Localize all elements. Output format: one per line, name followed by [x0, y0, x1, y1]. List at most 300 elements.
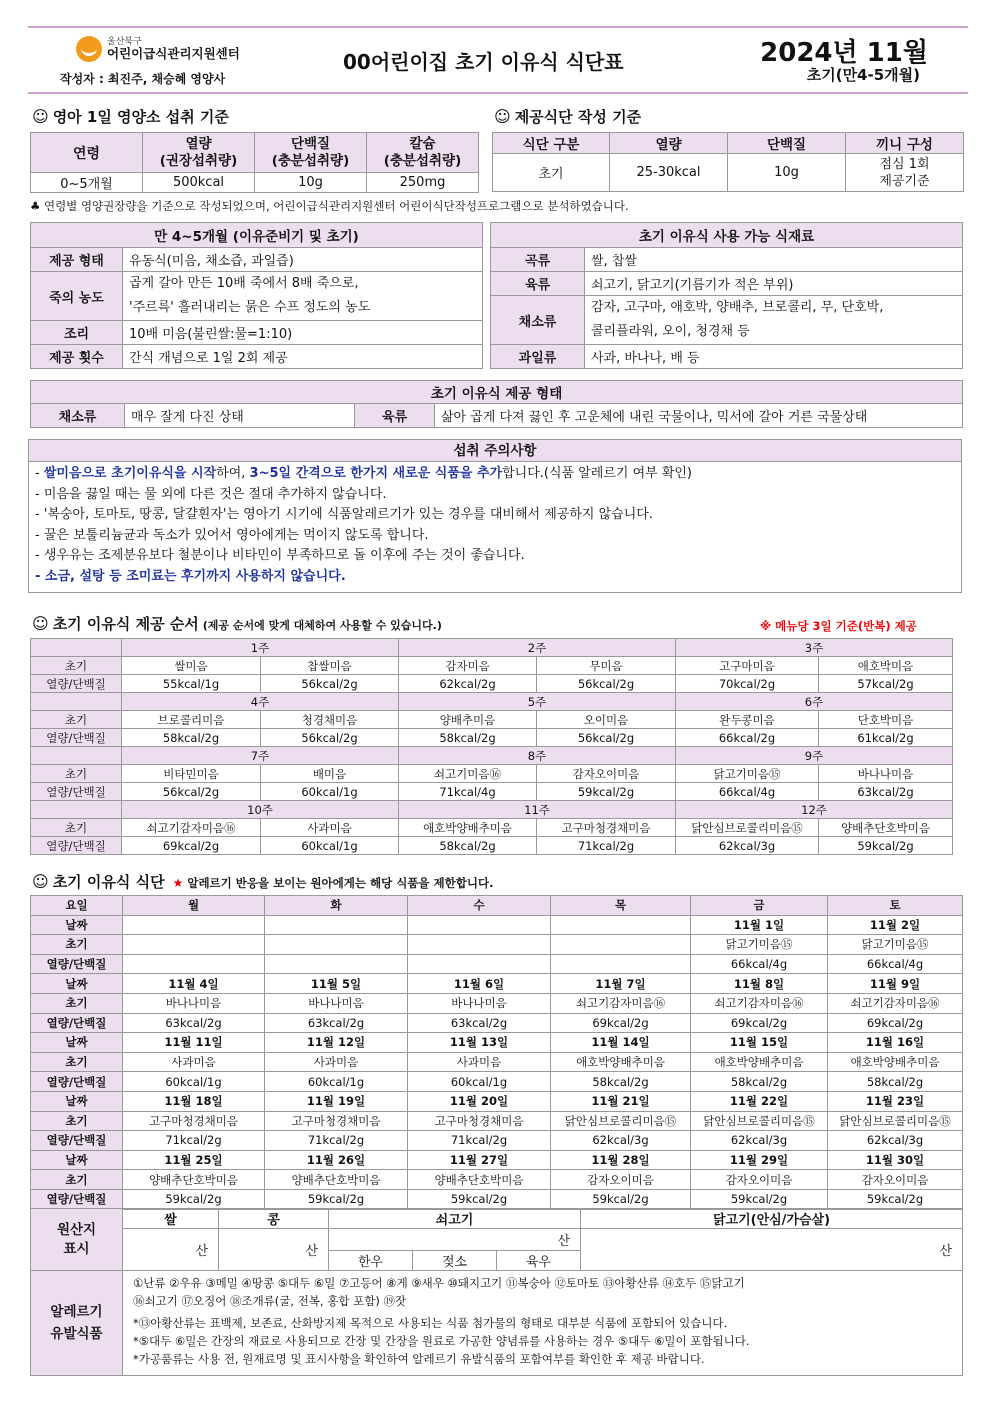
provided-table [492, 132, 964, 192]
repeat-note: ※ 메뉴당 3일 기준(반복) 제공 [760, 619, 917, 633]
kcal-value: 55kcal/1g [122, 675, 261, 693]
date-cell [265, 915, 408, 935]
week-label: 10주 [122, 801, 399, 819]
row-label: 열량/단백질 [31, 729, 122, 747]
menu-item: 사과미음 [123, 1052, 265, 1072]
menu-item: 감자오이미음 [551, 1170, 691, 1190]
kcal-value [265, 954, 408, 974]
kcal-value-row [31, 1131, 963, 1151]
kcal-value: 56kcal/2g [261, 729, 399, 747]
form-table [30, 380, 963, 428]
provided-section-title: ☺ 제공식단 작성 기준 [494, 107, 642, 126]
kcal-value: 59kcal/2g [828, 1189, 963, 1209]
menu-item: 쌀미음 [122, 657, 261, 675]
kcal-value: 500kcal [143, 173, 255, 193]
logo-sub: 울산북구 [107, 36, 142, 47]
stage-value: 곱게 갈아 만든 10배 죽에서 8배 죽으로, '주르륵' 흘러내리는 묽은 수프 정도의 농도 [123, 272, 483, 321]
menu-item-row [31, 935, 963, 955]
allergy-line: ①난류 ②우유 ③메밀 ④땅콩 ⑤대두 ⑥밀 ⑦고등어 ⑧게 ⑨새우 ⑩돼지고기 ⑪복숭아 ⑫토마토 ⑬아황산류 ⑭호두 ⑮닭고기 [133, 1276, 745, 1290]
form-key: 채소류 [31, 404, 125, 428]
smile-logo-icon [76, 36, 102, 62]
menu-item: 무미음 [537, 657, 676, 675]
ingredient-value: 감자, 고구마, 애호박, 양배추, 브로콜리, 무, 단호박, 콜리플라워, 오이, 청경채 등 [585, 296, 963, 345]
origin-beef-value: 산 [329, 1229, 581, 1251]
menu-item: 브로콜리미음 [122, 711, 261, 729]
day-header: 월 [123, 896, 265, 916]
order-section-title: ☺ 초기 이유식 제공 순서 (제공 순서에 맞게 대체하여 사용할 수 있습니다.) [32, 614, 442, 633]
day-header: 목 [551, 896, 691, 916]
kcal-value: 71kcal/2g [537, 837, 676, 855]
allergy-label: 알레르기 유발식품 [31, 1271, 123, 1376]
row-label: 열량/단백질 [31, 783, 122, 801]
menu-row [31, 819, 953, 837]
kcal-value: 58kcal/2g [551, 1072, 691, 1092]
allergy-list [123, 1271, 963, 1376]
menu-item: 사과미음 [261, 819, 399, 837]
menu-item: 오이미음 [537, 711, 676, 729]
origin-beef: 쇠고기 [329, 1209, 581, 1229]
date-title: 2024년 11월 [760, 38, 928, 68]
menu-item: 바나나미음 [265, 993, 408, 1013]
allergy-line: *가공품류는 사용 전, 원재료명 및 표시사항을 확인하여 알레르기 유발식품의 포함여부를 확인한 후 제공 바랍니다. [133, 1352, 705, 1366]
day-header: 요일 [31, 896, 123, 916]
menu-item: 애호박미음 [819, 657, 953, 675]
menu-item-row [31, 1170, 963, 1190]
row-label: 초기 [31, 1170, 123, 1190]
menu-item: 감자오이미음 [828, 1170, 963, 1190]
menu-item: 비타민미음 [122, 765, 261, 783]
header-type: 식단 구분 [493, 133, 610, 154]
date-cell [551, 915, 691, 935]
menu-item: 닭고기미음⑮ [676, 765, 819, 783]
allergy-line: *⑤대두 ⑥밀은 간장의 재료로 사용되므로 간장 및 간장을 원료로 가공한 양념류를 사용하는 경우 ⑤대두 ⑥밀이 포함됩니다. [133, 1334, 750, 1348]
menu-item: 양배추단호박미음 [408, 1170, 551, 1190]
center-logo [76, 36, 240, 62]
kcal-value: 59kcal/2g [551, 1189, 691, 1209]
header-kcal: 열량 [610, 133, 728, 154]
header-kcal: 열량 (권장섭취량) [143, 133, 255, 173]
menu-item: 닭안심브로콜리미음⑮ [551, 1111, 691, 1131]
date-cell: 11월 4일 [123, 974, 265, 994]
smile-icon: ☺ [32, 872, 49, 891]
row-label: 초기 [31, 819, 122, 837]
menu-item: 단호박미음 [819, 711, 953, 729]
menu-table [30, 895, 963, 1210]
date-cell: 11월 25일 [123, 1150, 265, 1170]
kcal-value: 56kcal/2g [537, 675, 676, 693]
menu-item: 닭안심브로콜리미음⑮ [676, 819, 819, 837]
date-cell: 11월 14일 [551, 1033, 691, 1053]
kcal-value: 62kcal/3g [551, 1131, 691, 1151]
kcal-value: 71kcal/4g [399, 783, 537, 801]
day-header-row [31, 896, 963, 916]
form-value: 삶아 곱게 다져 끓인 후 고운체에 내린 국물이나, 믹서에 갈아 거른 국물상태 [435, 404, 963, 428]
kcal-value: 60kcal/1g [261, 783, 399, 801]
menu-item: 양배추단호박미음 [123, 1170, 265, 1190]
caution-line: - 꿀은 보툴리늄균과 독소가 있어서 영아에게는 먹이지 않도록 합니다. [35, 527, 429, 543]
kcal-value: 59kcal/2g [819, 837, 953, 855]
kcal-value: 56kcal/2g [537, 729, 676, 747]
header-calcium: 칼슘 (충분섭취량) [367, 133, 479, 173]
date-cell: 11월 12일 [265, 1033, 408, 1053]
week-label: 12주 [676, 801, 953, 819]
kcal-value: 57kcal/2g [819, 675, 953, 693]
week-row [31, 801, 953, 819]
kcal-value: 69kcal/2g [122, 837, 261, 855]
week-label: 2주 [399, 639, 676, 657]
kcal-value-row [31, 1013, 963, 1033]
stage-value: 유동식(미음, 채소즙, 과일즙) [123, 248, 483, 272]
kcal-value: 66kcal/4g [691, 954, 828, 974]
form-title: 초기 이유식 제공 형태 [31, 381, 963, 404]
week-label: 9주 [676, 747, 953, 765]
kcal-value: 60kcal/1g [123, 1072, 265, 1092]
week-label: 7주 [122, 747, 399, 765]
origin-bean: 콩 [219, 1209, 329, 1229]
day-header: 금 [691, 896, 828, 916]
kcal-row [31, 729, 953, 747]
protein-value: 10g [255, 173, 367, 193]
origin-rice-value: 산 [123, 1229, 219, 1271]
ingredients-title: 초기 이유식 사용 가능 식재료 [491, 223, 963, 248]
menu-item [265, 935, 408, 955]
row-label: 날짜 [31, 1150, 123, 1170]
kcal-value-row [31, 1189, 963, 1209]
date-cell: 11월 27일 [408, 1150, 551, 1170]
kcal-value [408, 954, 551, 974]
date-cell: 11월 16일 [828, 1033, 963, 1053]
menu-item: 양배추단호박미음 [819, 819, 953, 837]
origin-chicken: 닭고기(안심/가슴살) [581, 1209, 963, 1229]
week-blank [31, 747, 122, 765]
menu-item: 닭안심브로콜리미음⑮ [828, 1111, 963, 1131]
kcal-row [31, 675, 953, 693]
row-label: 날짜 [31, 915, 123, 935]
kcal-value: 61kcal/2g [819, 729, 953, 747]
menu-item: 감자미음 [399, 657, 537, 675]
row-label: 열량/단백질 [31, 1131, 123, 1151]
header-age: 연령 [31, 133, 143, 173]
ingredients-table [490, 222, 963, 369]
menu-item: 닭안심브로콜리미음⑮ [691, 1111, 828, 1131]
menu-item: 양배추단호박미음 [265, 1170, 408, 1190]
menu-item-row [31, 1111, 963, 1131]
kcal-value: 60kcal/1g [261, 837, 399, 855]
week-blank [31, 693, 122, 711]
date-cell: 11월 30일 [828, 1150, 963, 1170]
menu-item: 쇠고기미음⑯ [399, 765, 537, 783]
week-blank [31, 801, 122, 819]
menu-item: 쇠고기감자미음⑯ [551, 993, 691, 1013]
kcal-value: 62kcal/3g [676, 837, 819, 855]
date-cell: 11월 19일 [265, 1091, 408, 1111]
week-label: 11주 [399, 801, 676, 819]
menu-item: 사과미음 [408, 1052, 551, 1072]
menu-item: 애호박양배추미음 [551, 1052, 691, 1072]
menu-item [123, 935, 265, 955]
date-cell: 11월 21일 [551, 1091, 691, 1111]
menu-section-title: ☺ 초기 이유식 식단 ★ 알레르기 반응을 보이는 원아에게는 해당 식품을 제한합니다. [32, 872, 494, 891]
date-cell: 11월 8일 [691, 974, 828, 994]
age-value: 0~5개월 [31, 173, 143, 193]
ingredient-key: 채소류 [491, 296, 585, 345]
type-value: 초기 [493, 154, 610, 192]
allergy-line: ⑯쇠고기 ⑰오징어 ⑱조개류(굴, 전복, 홍합 포함) ⑲잣 [133, 1294, 407, 1308]
origin-table [30, 1208, 963, 1271]
header-protein: 단백질 (충분섭취량) [255, 133, 367, 173]
meal-value: 점심 1회 제공기준 [846, 154, 964, 192]
date-cell: 11월 29일 [691, 1150, 828, 1170]
order-table [30, 638, 953, 855]
date-cell: 11월 6일 [408, 974, 551, 994]
date-cell: 11월 11일 [123, 1033, 265, 1053]
stage-key: 죽의 농도 [31, 272, 123, 321]
week-label: 8주 [399, 747, 676, 765]
date-cell-row [31, 974, 963, 994]
menu-item: 닭고기미음⑮ [691, 935, 828, 955]
date-cell: 11월 7일 [551, 974, 691, 994]
day-header: 수 [408, 896, 551, 916]
row-label: 날짜 [31, 974, 123, 994]
kcal-value: 63kcal/2g [123, 1013, 265, 1033]
date-cell: 11월 22일 [691, 1091, 828, 1111]
kcal-value: 59kcal/2g [408, 1189, 551, 1209]
header-meal: 끼니 구성 [846, 133, 964, 154]
menu-item: 바나나미음 [819, 765, 953, 783]
stage-value: 간식 개념으로 1일 2회 제공 [123, 345, 483, 369]
date-cell: 11월 20일 [408, 1091, 551, 1111]
kcal-value: 58kcal/2g [828, 1072, 963, 1092]
menu-item [408, 935, 551, 955]
date-cell: 11월 15일 [691, 1033, 828, 1053]
kcal-value: 63kcal/2g [408, 1013, 551, 1033]
kcal-value: 71kcal/2g [408, 1131, 551, 1151]
kcal-value: 58kcal/2g [691, 1072, 828, 1092]
kcal-value: 58kcal/2g [399, 729, 537, 747]
caution-line: - 소금, 설탕 등 조미료는 후기까지 사용하지 않습니다. [35, 568, 346, 584]
nutrition-table [30, 132, 479, 193]
caution-line: - 생우유는 조제분유보다 철분이나 비타민이 부족하므로 돌 이후에 주는 것이 좋습니다. [35, 548, 525, 564]
stage-key: 제공 횟수 [31, 345, 123, 369]
menu-item: 애호박양배추미음 [828, 1052, 963, 1072]
star-icon: ★ [172, 876, 184, 890]
date-cell-row [31, 1033, 963, 1053]
kcal-value: 62kcal/3g [691, 1131, 828, 1151]
row-label: 초기 [31, 1111, 123, 1131]
row-label: 열량/단백질 [31, 1013, 123, 1033]
menu-item-row [31, 1052, 963, 1072]
header-protein: 단백질 [728, 133, 846, 154]
caution-title: 섭취 주의사항 [29, 440, 961, 462]
date-cell: 11월 1일 [691, 915, 828, 935]
menu-item [551, 935, 691, 955]
kcal-value: 63kcal/2g [819, 783, 953, 801]
caution-line: - 쌀미음으로 초기이유식을 시작하여, 3~5일 간격으로 한가지 새로운 식품을 추가합니다.(식품 알레르기 여부 확인) [35, 466, 693, 481]
allergy-table [30, 1270, 963, 1376]
logo-main: 어린이급식관리지원센터 [107, 46, 240, 62]
ingredient-value: 사과, 바나나, 배 등 [585, 345, 963, 369]
origin-cow: 젖소 [413, 1251, 497, 1271]
origin-hanwoo: 한우 [329, 1251, 413, 1271]
date-cell-row [31, 1150, 963, 1170]
date-cell: 11월 2일 [828, 915, 963, 935]
week-label: 6주 [676, 693, 953, 711]
date-cell: 11월 5일 [265, 974, 408, 994]
menu-row [31, 765, 953, 783]
menu-item: 사과미음 [265, 1052, 408, 1072]
kcal-value: 56kcal/2g [261, 675, 399, 693]
kcal-value: 62kcal/2g [399, 675, 537, 693]
kcal-value: 60kcal/1g [265, 1072, 408, 1092]
kcal-value: 59kcal/2g [691, 1189, 828, 1209]
stage-title: 만 4~5개월 (이유준비기 및 초기) [31, 223, 483, 248]
origin-chicken-value: 산 [581, 1229, 963, 1271]
row-label: 초기 [31, 657, 122, 675]
row-label: 열량/단백질 [31, 675, 122, 693]
menu-item: 찹쌀미음 [261, 657, 399, 675]
menu-item: 감자오이미음 [537, 765, 676, 783]
menu-item: 감자오이미음 [691, 1170, 828, 1190]
menu-item: 쇠고기감자미음⑯ [828, 993, 963, 1013]
week-label: 4주 [122, 693, 399, 711]
kcal-value: 71kcal/2g [123, 1131, 265, 1151]
menu-item: 애호박양배추미음 [399, 819, 537, 837]
menu-item: 바나나미음 [123, 993, 265, 1013]
smile-icon: ☺ [32, 614, 49, 633]
menu-item: 고구마청경채미음 [123, 1111, 265, 1131]
menu-row [31, 657, 953, 675]
kcal-value: 59kcal/2g [123, 1189, 265, 1209]
date-cell: 11월 9일 [828, 974, 963, 994]
row-label: 날짜 [31, 1091, 123, 1111]
menu-item: 완두콩미음 [676, 711, 819, 729]
caution-line: - '복숭아, 토마토, 땅콩, 달걀흰자'는 영아기 시기에 식품알레르기가 있는 경우를 대비해서 제공하지 않습니다. [35, 507, 653, 523]
allergy-line: *⑬아황산류는 표백제, 보존료, 산화방지제 목적으로 사용되는 식품 첨가물의 형태로 대부분 식품에 포함되어 있습니다. [133, 1316, 728, 1330]
menu-item: 고구마미음 [676, 657, 819, 675]
menu-item: 배미음 [261, 765, 399, 783]
date-cell: 11월 26일 [265, 1150, 408, 1170]
kcal-value: 59kcal/2g [265, 1189, 408, 1209]
ingredient-key: 육류 [491, 272, 585, 296]
ingredient-value: 쌀, 찹쌀 [585, 248, 963, 272]
kcal-value: 56kcal/2g [122, 783, 261, 801]
date-cell [408, 915, 551, 935]
kcal-value: 60kcal/1g [408, 1072, 551, 1092]
age-subtitle: 초기(만4-5개월) [806, 66, 920, 84]
ingredient-key: 과일류 [491, 345, 585, 369]
week-label: 1주 [122, 639, 399, 657]
menu-item: 고구마청경채미음 [537, 819, 676, 837]
kcal-value: 69kcal/2g [828, 1013, 963, 1033]
date-cell-row [31, 915, 963, 935]
week-row [31, 747, 953, 765]
kcal-value: 63kcal/2g [265, 1013, 408, 1033]
origin-yuk: 육우 [497, 1251, 581, 1271]
smile-icon: ☺ [32, 107, 49, 126]
caution-line: - 미음을 끓일 때는 물 외에 다른 것은 절대 추가하지 않습니다. [35, 486, 387, 502]
menu-item: 고구마청경채미음 [408, 1111, 551, 1131]
menu-item: 쇠고기감자미음⑯ [691, 993, 828, 1013]
origin-bean-value: 산 [219, 1229, 329, 1271]
kcal-value: 69kcal/2g [551, 1013, 691, 1033]
footnote: ♣ 연령별 영양권장량을 기준으로 작성되었으며, 어린이급식관리지원센터 어린이식단작성프로그램으로 분석하였습니다. [30, 199, 629, 213]
week-row [31, 639, 953, 657]
caution-box [28, 439, 962, 593]
week-row [31, 693, 953, 711]
menu-item-row [31, 993, 963, 1013]
menu-item: 양배추미음 [399, 711, 537, 729]
date-cell: 11월 13일 [408, 1033, 551, 1053]
kcal-value: 66kcal/4g [676, 783, 819, 801]
kcal-value: 71kcal/2g [265, 1131, 408, 1151]
row-label: 날짜 [31, 1033, 123, 1053]
kcal-value: 58kcal/2g [399, 837, 537, 855]
stage-table [30, 222, 483, 369]
stage-value: 10배 미음(불린쌀:물=1:10) [123, 321, 483, 345]
stage-key: 제공 형태 [31, 248, 123, 272]
origin-rice: 쌀 [123, 1209, 219, 1229]
calcium-value: 250mg [367, 173, 479, 193]
menu-item: 청경채미음 [261, 711, 399, 729]
page-header [28, 28, 968, 94]
date-cell [123, 915, 265, 935]
week-label: 3주 [676, 639, 953, 657]
kcal-value: 66kcal/2g [676, 729, 819, 747]
day-header: 화 [265, 896, 408, 916]
date-cell-row [31, 1091, 963, 1111]
kcal-value: 59kcal/2g [537, 783, 676, 801]
row-label: 초기 [31, 711, 122, 729]
ingredient-value: 쇠고기, 닭고기(기름기가 적은 부위) [585, 272, 963, 296]
origin-label: 원산지 표시 [31, 1209, 123, 1271]
week-label: 5주 [399, 693, 676, 711]
menu-item: 고구마청경채미음 [265, 1111, 408, 1131]
kcal-row [31, 783, 953, 801]
page-title: 00어린이집 초기 이유식 식단표 [343, 50, 624, 74]
form-key: 육류 [355, 404, 435, 428]
date-cell: 11월 28일 [551, 1150, 691, 1170]
row-label: 열량/단백질 [31, 1189, 123, 1209]
kcal-value: 25-30kcal [610, 154, 728, 192]
row-label: 초기 [31, 935, 123, 955]
row-label: 열량/단백질 [31, 837, 122, 855]
kcal-value [551, 954, 691, 974]
menu-item: 애호박양배추미음 [691, 1052, 828, 1072]
ingredient-key: 곡류 [491, 248, 585, 272]
row-label: 초기 [31, 765, 122, 783]
kcal-value [123, 954, 265, 974]
protein-value: 10g [728, 154, 846, 192]
row-label: 초기 [31, 993, 123, 1013]
nutrition-section-title: ☺ 영아 1일 영양소 섭취 기준 [32, 107, 229, 126]
date-cell: 11월 18일 [123, 1091, 265, 1111]
kcal-value: 58kcal/2g [122, 729, 261, 747]
week-blank [31, 639, 122, 657]
kcal-value-row [31, 954, 963, 974]
menu-item: 닭고기미음⑮ [828, 935, 963, 955]
kcal-row [31, 837, 953, 855]
kcal-value-row [31, 1072, 963, 1092]
kcal-value: 70kcal/2g [676, 675, 819, 693]
menu-item: 바나나미음 [408, 993, 551, 1013]
row-label: 열량/단백질 [31, 1072, 123, 1092]
smile-icon: ☺ [494, 107, 511, 126]
kcal-value: 69kcal/2g [691, 1013, 828, 1033]
author: 작성자 : 최진주, 채승혜 영양사 [60, 72, 226, 86]
date-cell: 11월 23일 [828, 1091, 963, 1111]
form-value: 매우 잘게 다진 상태 [125, 404, 355, 428]
menu-row [31, 711, 953, 729]
